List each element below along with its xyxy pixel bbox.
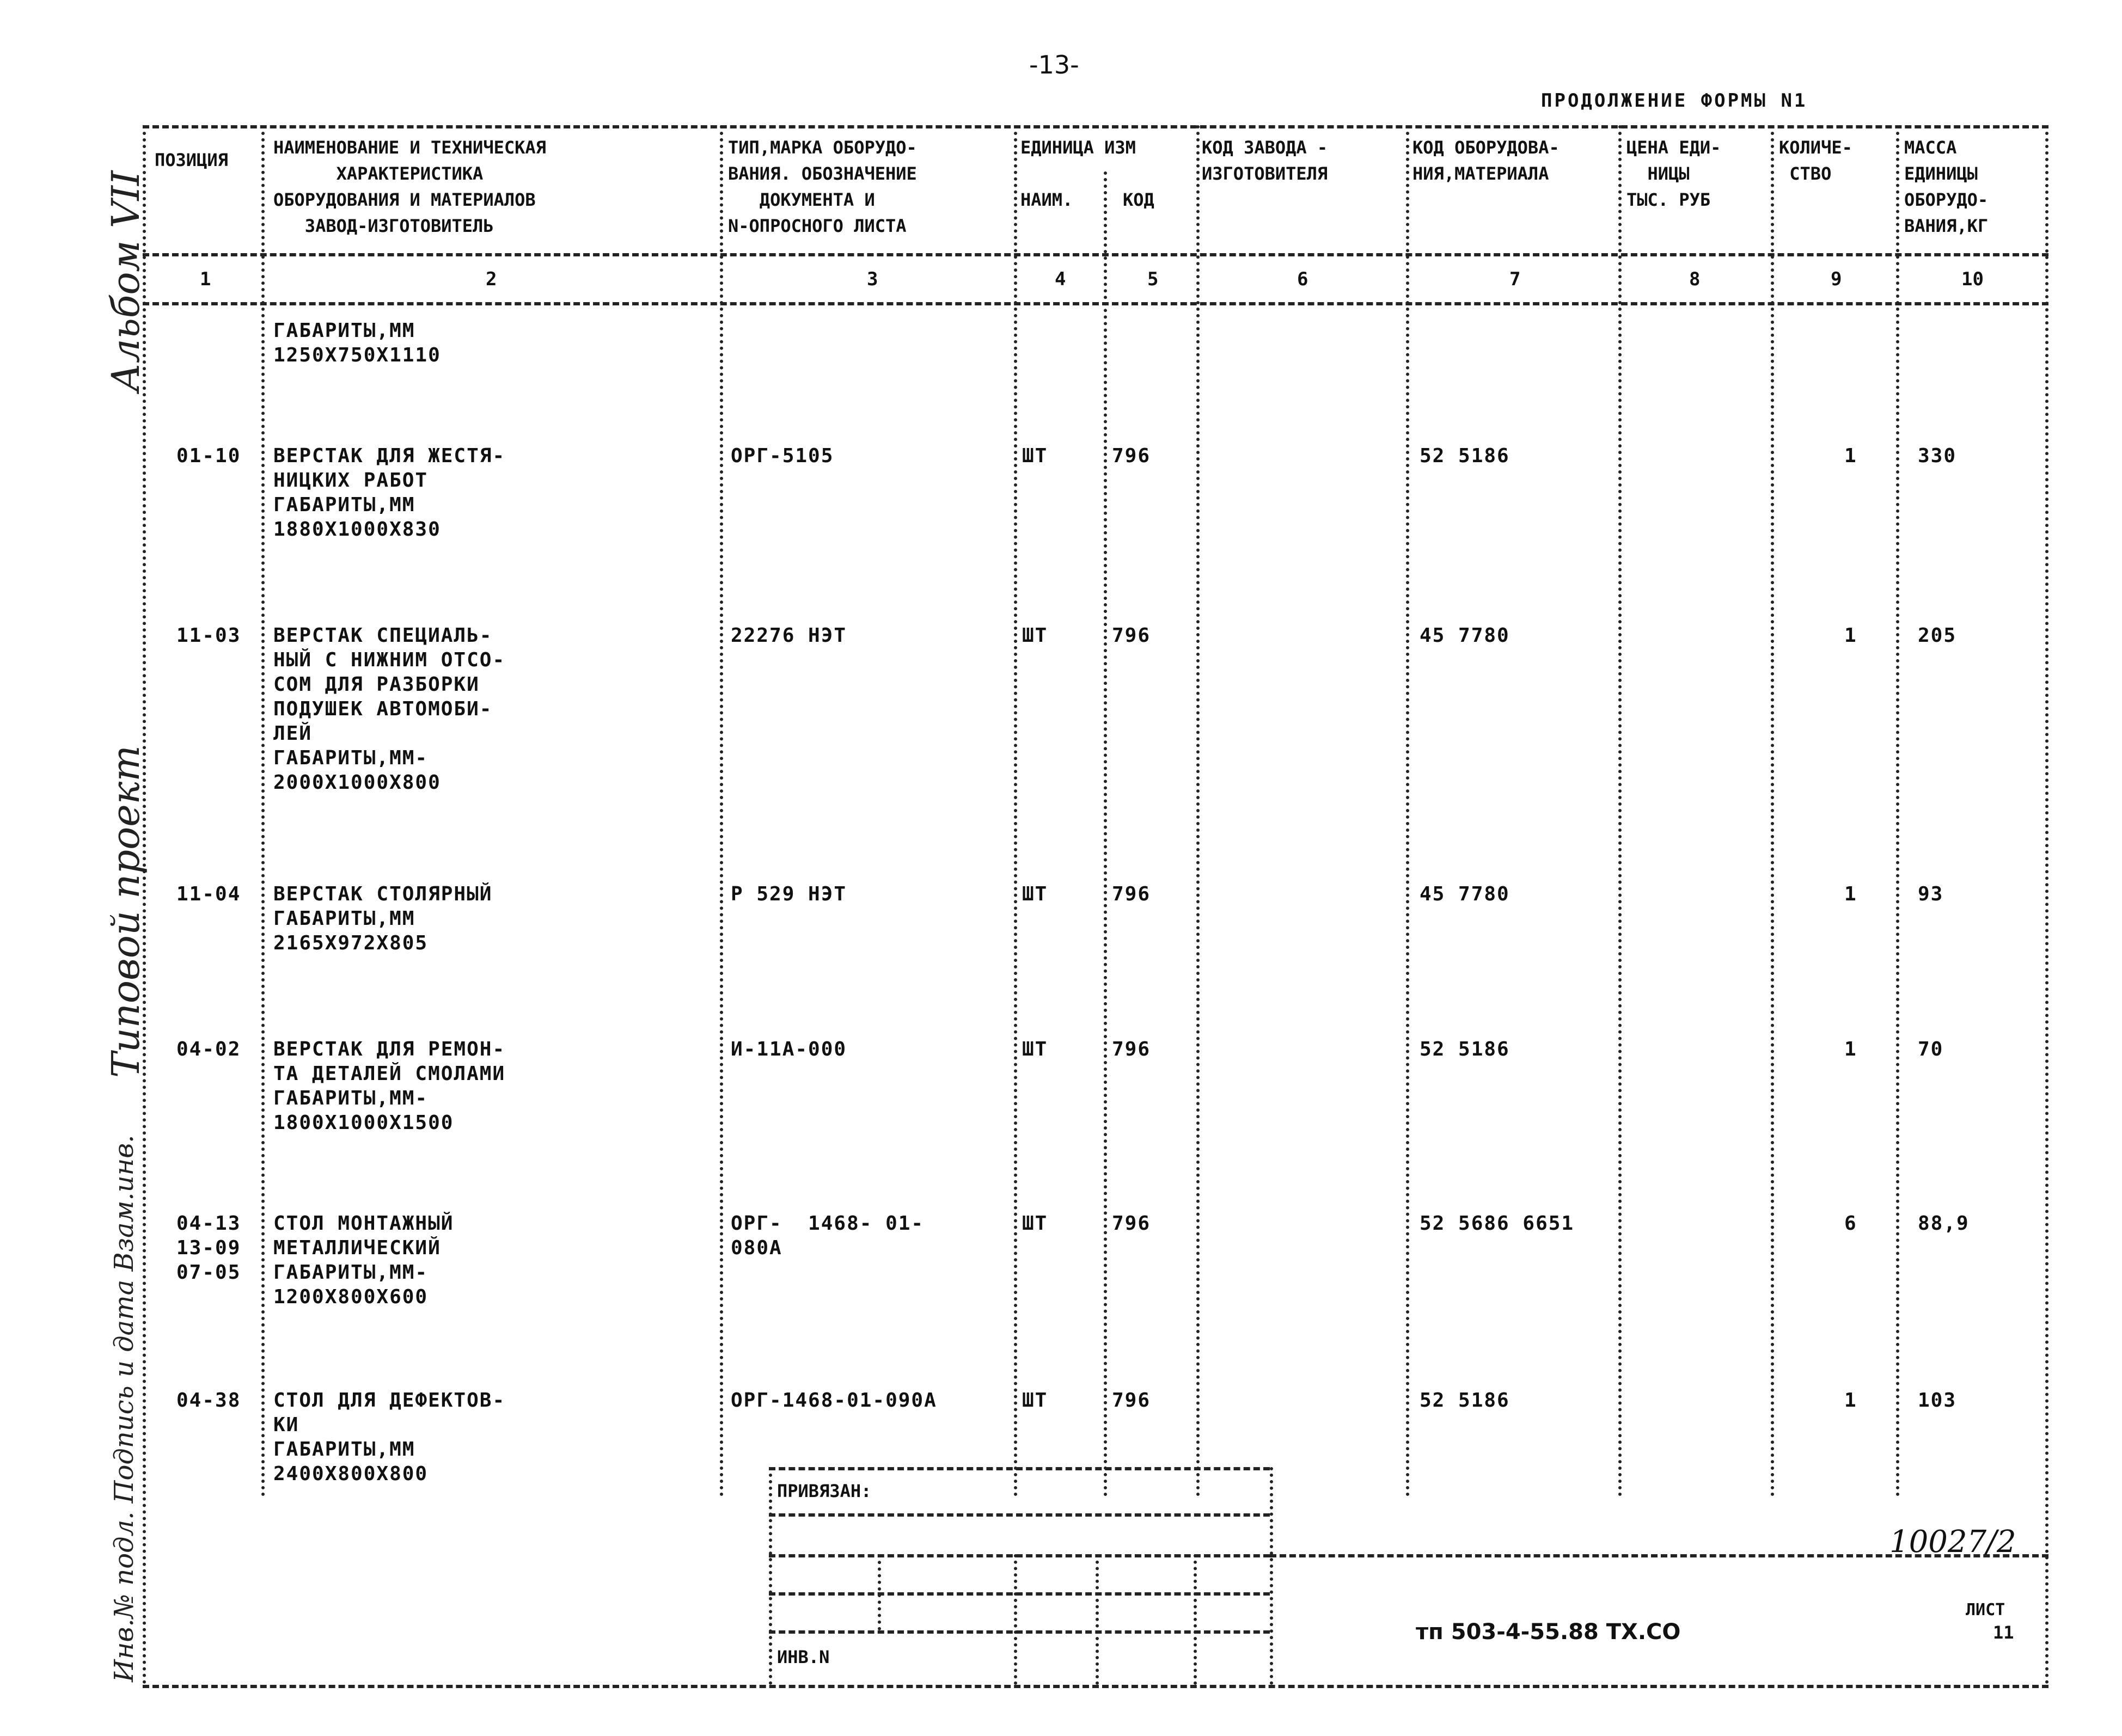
row-name: ВЕРСТАК ДЛЯ РЕМОН- ТА ДЕТАЛЕЙ СМОЛАМИ ГАБАРИТЫ,ММ- 1800X1000X1500 bbox=[273, 1038, 506, 1134]
stamp-col bbox=[1194, 1554, 1197, 1685]
col-num-3: 3 bbox=[867, 268, 878, 290]
col-sep bbox=[1406, 125, 1409, 1497]
stamp-col bbox=[1014, 1554, 1017, 1685]
stamp-inv-label: ИНВ.N bbox=[777, 1647, 830, 1667]
row-code: 796 bbox=[1112, 1389, 1151, 1412]
rule-top bbox=[143, 125, 2048, 128]
stamp-col bbox=[878, 1554, 881, 1630]
col-num-2: 2 bbox=[486, 268, 497, 290]
col-sep bbox=[1771, 125, 1774, 1497]
row-name: ГАБАРИТЫ,ММ 1250X750X1110 bbox=[273, 320, 441, 366]
row-unit: ШТ bbox=[1022, 624, 1048, 647]
col-sep bbox=[720, 125, 723, 1497]
stamp-rule bbox=[769, 1513, 1270, 1517]
col-sep bbox=[1014, 125, 1017, 1497]
col-num-1: 1 bbox=[200, 268, 211, 290]
stamp-col bbox=[769, 1467, 772, 1685]
sheet-label: ЛИСТ bbox=[1966, 1600, 2005, 1620]
row-name: ВЕРСТАК ДЛЯ ЖЕСТЯ- НИЦКИХ РАБОТ ГАБАРИТЫ,ММ 1880X1000X830 bbox=[273, 445, 506, 541]
row-type: ОРГ-1468-01-090А bbox=[731, 1389, 937, 1412]
header-name: НАИМЕНОВАНИЕ И ТЕХНИЧЕСКАЯ ХАРАКТЕРИСТИКА ОБОРУДОВАНИЯ И МАТЕРИАЛОВ ЗАВОД-ИЗГОТОВИТЕЛЬ bbox=[273, 137, 546, 236]
row-position: 11-03 bbox=[176, 624, 241, 647]
col-sep bbox=[1104, 171, 1107, 1497]
row-equipment-code: 52 5686 6651 bbox=[1420, 1212, 1575, 1235]
row-code: 796 bbox=[1112, 445, 1151, 467]
rule-header bbox=[143, 253, 2048, 256]
title-block-stamp bbox=[769, 1467, 1411, 1696]
stamp-col bbox=[1096, 1554, 1099, 1685]
col-sep bbox=[2045, 125, 2048, 1685]
row-name: СТОЛ ДЛЯ ДЕФЕКТОВ- КИ ГАБАРИТЫ,ММ 2400X800X800 bbox=[273, 1389, 506, 1485]
header-plant-code: КОД ЗАВОДА - ИЗГОТОВИТЕЛЯ bbox=[1202, 137, 1328, 184]
row-name: ВЕРСТАК СТОЛЯРНЫЙ ГАБАРИТЫ,ММ 2165X972X805 bbox=[273, 883, 493, 954]
side-label-album: Альбом VII bbox=[103, 170, 148, 392]
row-quantity: 6 bbox=[1844, 1212, 1857, 1235]
row-type: ОРГ-5105 bbox=[731, 445, 834, 467]
row-mass: 103 bbox=[1918, 1389, 1957, 1412]
col-num-6: 6 bbox=[1297, 268, 1308, 290]
row-unit: ШТ bbox=[1022, 445, 1048, 467]
col-sep bbox=[1196, 125, 1200, 1497]
row-type: 22276 НЭТ bbox=[731, 624, 847, 647]
stamp-linked-label: ПРИВЯЗАН: bbox=[777, 1481, 872, 1501]
row-position: 01-10 bbox=[176, 445, 241, 467]
row-position: 04-13 13-09 07-05 bbox=[176, 1212, 241, 1284]
row-mass: 88,9 bbox=[1918, 1212, 1970, 1235]
header-mass: МАССА ЕДИНИЦЫ ОБОРУДО- ВАНИЯ,КГ bbox=[1904, 137, 1989, 236]
col-sep bbox=[143, 125, 146, 1685]
row-equipment-code: 45 7780 bbox=[1420, 624, 1510, 647]
row-name: СТОЛ МОНТАЖНЫЙ МЕТАЛЛИЧЕСКИЙ ГАБАРИТЫ,ММ- 1200X800X600 bbox=[273, 1212, 454, 1308]
row-position: 04-02 bbox=[176, 1038, 241, 1060]
header-type: ТИП,МАРКА ОБОРУДО- ВАНИЯ. ОБОЗНАЧЕНИЕ ДОКУМЕНТА И N-ОПРОСНОГО ЛИСТА bbox=[728, 137, 917, 236]
row-position: 11-04 bbox=[176, 883, 241, 905]
document-code: тп 503-4-55.88 ТХ.СО bbox=[1416, 1620, 1681, 1645]
row-unit: ШТ bbox=[1022, 1389, 1048, 1412]
col-sep bbox=[1618, 125, 1622, 1497]
row-equipment-code: 52 5186 bbox=[1420, 1038, 1510, 1060]
row-unit: ШТ bbox=[1022, 883, 1048, 905]
header-price: ЦЕНА ЕДИ- НИЦЫ ТЫС. РУБ bbox=[1626, 137, 1721, 210]
row-quantity: 1 bbox=[1844, 1389, 1857, 1412]
row-type: ОРГ- 1468- 01- 080А bbox=[731, 1212, 925, 1259]
row-unit: ШТ bbox=[1022, 1038, 1048, 1060]
side-label-project: Типовой проект bbox=[103, 745, 148, 1078]
row-type: И-11А-000 bbox=[731, 1038, 847, 1060]
continuation-label: ПРОДОЛЖЕНИЕ ФОРМЫ N1 bbox=[1541, 90, 1808, 112]
header-position: ПОЗИЦИЯ bbox=[155, 150, 228, 170]
header-unit-code: КОД bbox=[1123, 189, 1154, 210]
row-mass: 205 bbox=[1918, 624, 1957, 647]
page-number: -13- bbox=[1029, 50, 1079, 79]
col-num-5: 5 bbox=[1147, 268, 1159, 290]
row-code: 796 bbox=[1112, 1038, 1151, 1060]
row-unit: ШТ bbox=[1022, 1212, 1048, 1235]
row-code: 796 bbox=[1112, 1212, 1151, 1235]
row-quantity: 1 bbox=[1844, 624, 1857, 647]
col-num-10: 10 bbox=[1961, 268, 1984, 290]
sheet-number: 11 bbox=[1993, 1622, 2014, 1643]
row-equipment-code: 52 5186 bbox=[1420, 1389, 1510, 1412]
row-position: 04-38 bbox=[176, 1389, 241, 1412]
row-mass: 330 bbox=[1918, 445, 1957, 467]
col-sep bbox=[1896, 125, 1899, 1497]
col-num-9: 9 bbox=[1831, 268, 1842, 290]
row-type: Р 529 НЭТ bbox=[731, 883, 847, 905]
handwritten-number: 10027/2 bbox=[1889, 1524, 2016, 1560]
row-equipment-code: 52 5186 bbox=[1420, 445, 1510, 467]
side-label-signature: Инв.№ подл. Подпись и дата Взам.инв. bbox=[109, 1134, 139, 1682]
row-quantity: 1 bbox=[1844, 883, 1857, 905]
row-mass: 93 bbox=[1918, 883, 1944, 905]
row-name: ВЕРСТАК СПЕЦИАЛЬ- НЫЙ С НИЖНИМ ОТСО- СОМ ДЛЯ РАЗБОРКИ ПОДУШЕК АВТОМОБИ- ЛЕЙ ГАБАРИТЫ,ММ- 2000X1000X800 bbox=[273, 624, 506, 794]
row-code: 796 bbox=[1112, 883, 1151, 905]
col-num-7: 7 bbox=[1509, 268, 1521, 290]
header-unit: ЕДИНИЦА ИЗМ НАИМ. bbox=[1020, 137, 1136, 210]
col-num-8: 8 bbox=[1689, 268, 1701, 290]
col-num-4: 4 bbox=[1055, 268, 1066, 290]
equipment-table bbox=[143, 117, 2048, 1688]
stamp-rule bbox=[769, 1467, 1270, 1470]
row-quantity: 1 bbox=[1844, 445, 1857, 467]
row-equipment-code: 45 7780 bbox=[1420, 883, 1510, 905]
stamp-col bbox=[1270, 1467, 1273, 1685]
row-quantity: 1 bbox=[1844, 1038, 1857, 1060]
header-equipment-code: КОД ОБОРУДОВА- НИЯ,МАТЕРИАЛА bbox=[1412, 137, 1560, 184]
row-code: 796 bbox=[1112, 624, 1151, 647]
col-sep bbox=[261, 125, 265, 1497]
row-mass: 70 bbox=[1918, 1038, 1944, 1060]
header-quantity: КОЛИЧЕ- СТВО bbox=[1779, 137, 1852, 184]
rule-colnums bbox=[143, 302, 2048, 305]
